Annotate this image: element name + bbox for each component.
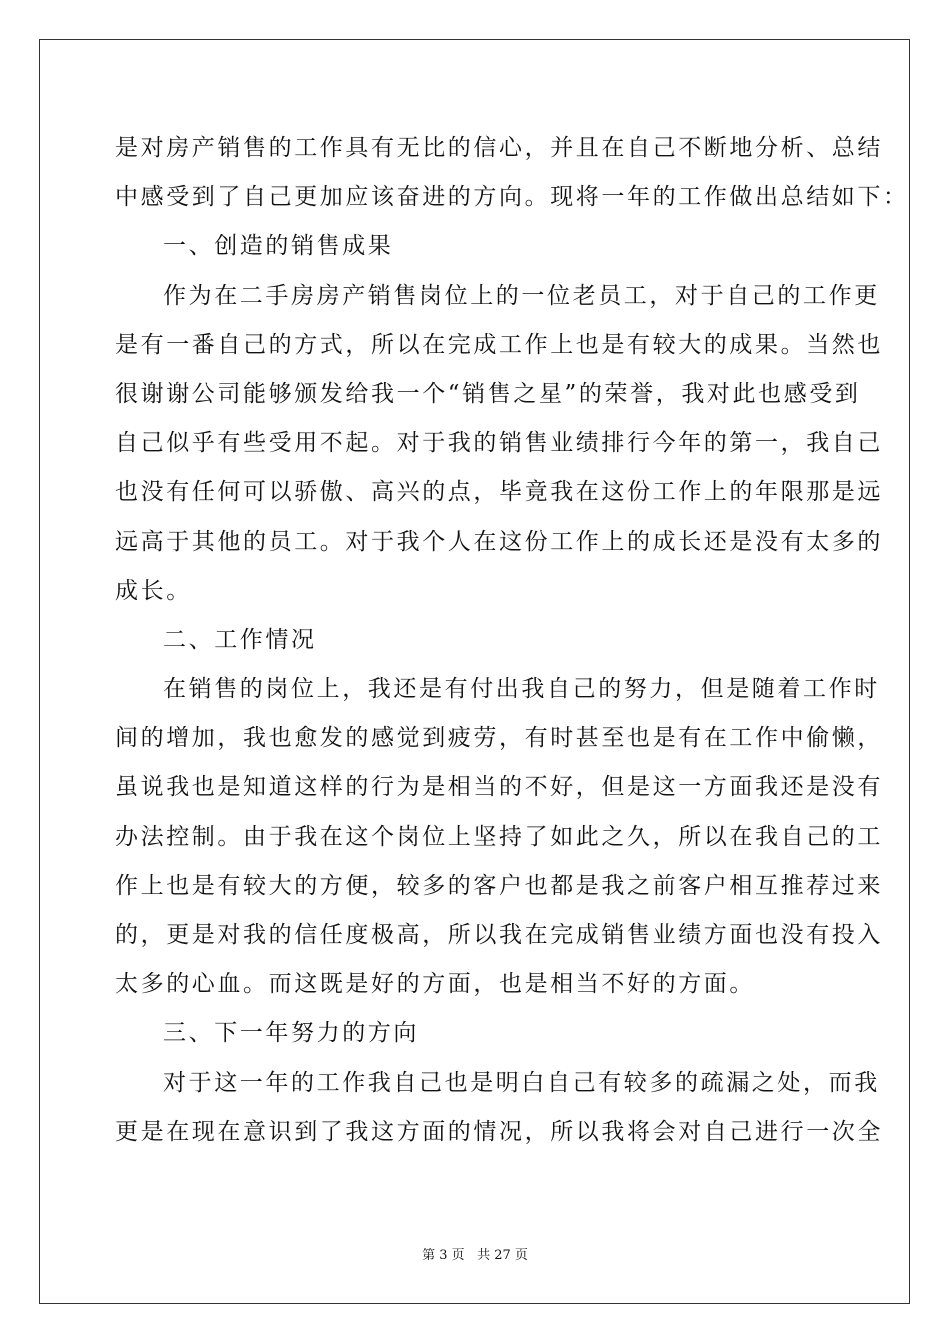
text-line-21: 更是在现在意识到了我这方面的情况，所以我将会对自己进行一次全	[115, 1118, 883, 1145]
text-line-13: 间的增加，我也愈发的感觉到疲劳，有时甚至也是有在工作中偷懒，	[115, 725, 883, 752]
text-line-2: 中感受到了自己更加应该奋进的方向。现将一年的工作做出总结如下：	[115, 184, 909, 211]
text-line-16: 作上也是有较大的方便，较多的客户也都是我之前客户相互推荐过来	[115, 872, 883, 899]
text-line-5: 是有一番自己的方式，所以在完成工作上也是有较大的成果。当然也	[115, 331, 883, 358]
section-heading-3: 三、下一年努力的方向	[163, 1020, 419, 1047]
section-heading-2: 二、工作情况	[163, 626, 317, 653]
text-line-9: 远高于其他的员工。对于我个人在这份工作上的成长还是没有太多的	[115, 528, 883, 555]
document-body	[115, 124, 909, 1157]
page-number: 第 3 页	[422, 1248, 465, 1263]
text-line-10: 成长。	[115, 577, 192, 604]
text-line-4: 作为在二手房房产销售岗位上的一位老员工，对于自己的工作更	[163, 282, 880, 309]
text-line-6: 很谢谢公司能够颁发给我一个“销售之星”的荣誉，我对此也感受到	[115, 380, 861, 407]
text-line-7: 自己似乎有些受用不起。对于我的销售业绩排行今年的第一，我自己	[115, 430, 883, 457]
text-line-1: 是对房产销售的工作具有无比的信心，并且在自己不断地分析、总结	[115, 135, 883, 161]
text-line-14: 虽说我也是知道这样的行为是相当的不好，但是这一方面我还是没有	[115, 774, 883, 801]
text-line-15: 办法控制。由于我在这个岗位上坚持了如此之久，所以在我自己的工	[115, 823, 883, 850]
text-line-20: 对于这一年的工作我自己也是明白自己有较多的疏漏之处，而我	[163, 1069, 880, 1096]
section-heading-1: 一、创造的销售成果	[163, 233, 394, 260]
text-line-17: 的，更是对我的信任度极高，所以我在完成销售业绩方面也没有投入	[115, 922, 883, 948]
text-line-18: 太多的心血。而这既是好的方面，也是相当不好的方面。	[115, 971, 755, 998]
text-line-12: 在销售的岗位上，我还是有付出我自己的努力，但是随着工作时	[163, 676, 880, 703]
page-total: 共 27 页	[477, 1248, 528, 1263]
page-footer	[0, 1246, 950, 1266]
text-line-8: 也没有任何可以骄傲、高兴的点，毕竟我在这份工作上的年限那是远	[115, 479, 883, 506]
